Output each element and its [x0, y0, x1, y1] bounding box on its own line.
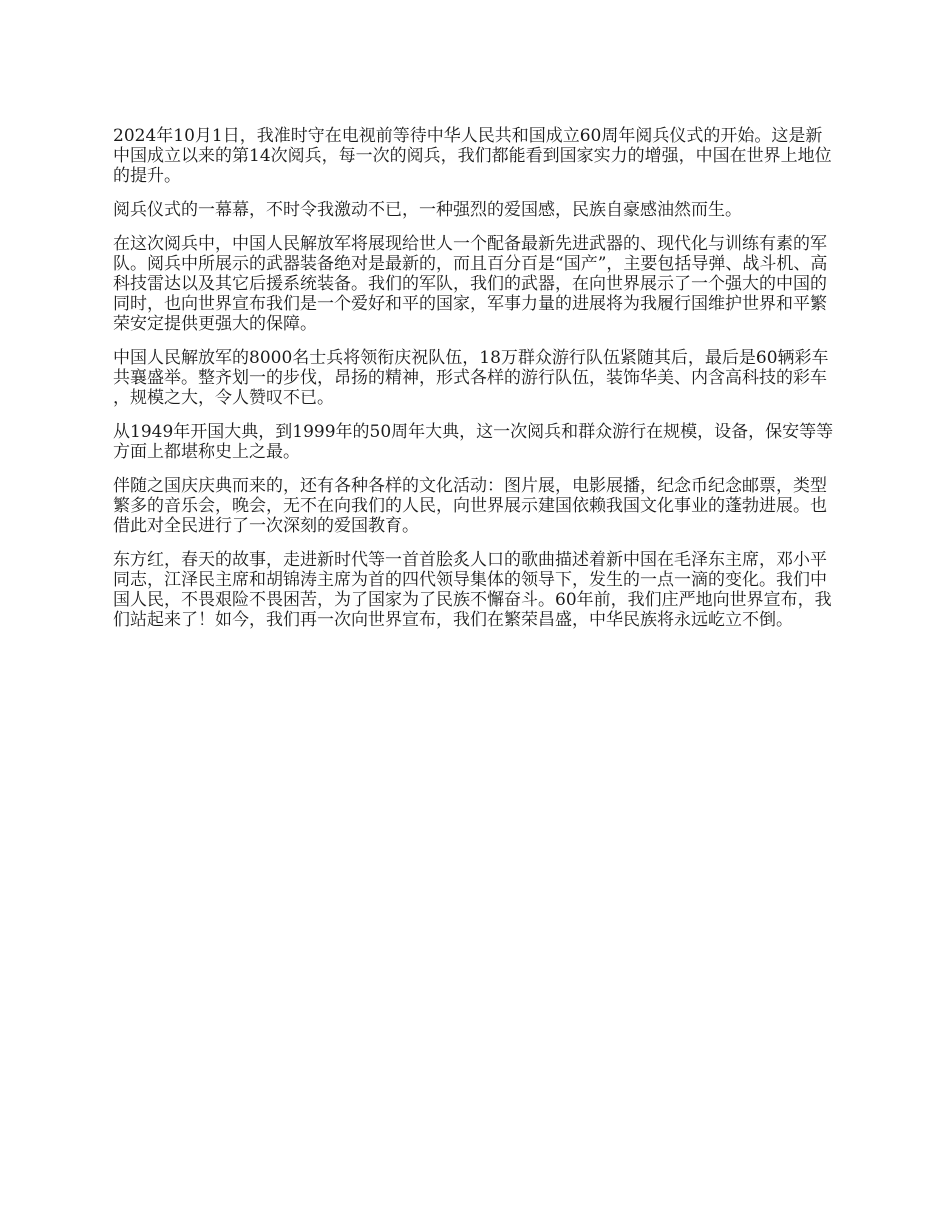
paragraph-2: 阅兵仪式的一幕幕，不时令我激动不已，一种强烈的爱国感，民族自豪感油然而生。 [113, 200, 742, 220]
paragraph-5: 从1949年开国大典，到1999年的50周年大典，这一次阅兵和群众游行在规模，设备，保安等等方面上都堪称史上之最。 [113, 422, 834, 462]
document-body [113, 126, 838, 644]
paragraph-6: 伴随之国庆庆典而来的，还有各种各样的文化活动：图片展，电影展播，纪念币纪念邮票，类型繁多的音乐会，晚会，无不在向我们的人民，向世界展示建国依赖我国文化事业的蓬勃进展。也借此对全民进行了一次深刻的爱国教育。 [113, 476, 827, 536]
paragraph-3: 在这次阅兵中，中国人民解放军将展现给世人一个配备最新先进武器的、现代化与训练有素的军队。阅兵中所展示的武器装备绝对是最新的，而且百分百是“国产”，主要包括导弹、战斗机、高科技雷达以及其它后援系统装备。我们的军队，我们的武器，在向世界展示了一个强大的中国的同时，也向世界宣布我们是一个爱好和平的国家，军事力量的进展将为我履行国维护世界和平繁荣安定提供更强大的保障。 [113, 234, 828, 334]
paragraph-7: 东方红，春天的故事，走进新时代等一首首脍炙人口的歌曲描述着新中国在毛泽东主席，邓小平同志，江泽民主席和胡锦涛主席为首的四代领导集体的领导下，发生的一点一滴的变化。我们中国人民，不畏艰险不畏困苦，为了国家为了民族不懈奋斗。60年前，我们庄严地向世界宣布，我们站起来了！如今，我们再一次向世界宣布，我们在繁荣昌盛，中华民族将永远屹立不倒。 [113, 550, 832, 630]
paragraph-1: 2024年10月1日，我准时守在电视前等待中华人民共和国成立60周年阅兵仪式的开始。这是新中国成立以来的第14次阅兵，每一次的阅兵，我们都能看到国家实力的增强，中国在世界上地位的提升。 [113, 126, 832, 186]
paragraph-4: 中国人民解放军的8000名士兵将领衔庆祝队伍，18万群众游行队伍紧随其后，最后是60辆彩车共襄盛举。整齐划一的步伐，昂扬的精神，形式各样的游行队伍，装饰华美、内含高科技的彩车，规模之大，令人赞叹不已。 [113, 348, 829, 408]
